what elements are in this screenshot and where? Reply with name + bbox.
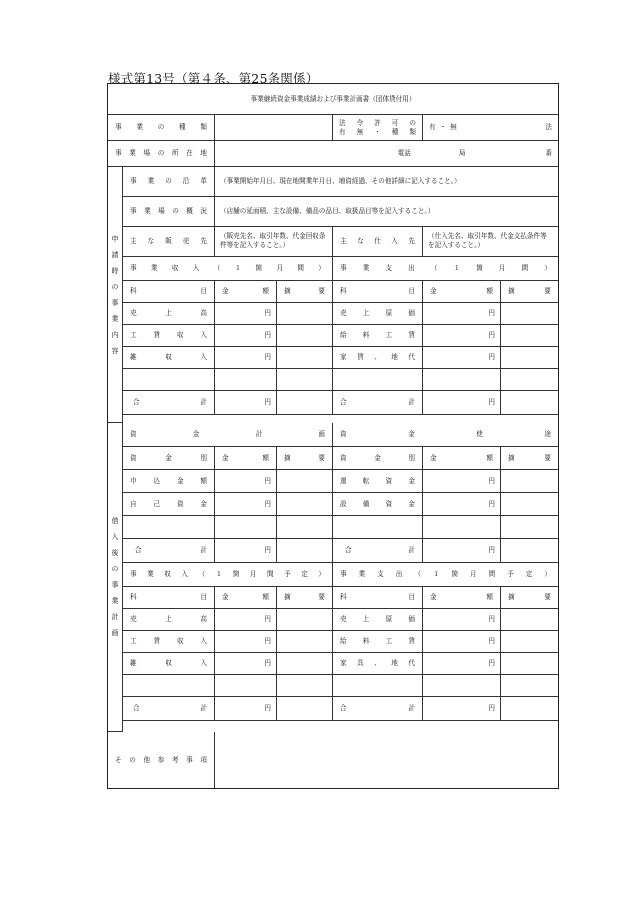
current-expense-note[interactable] xyxy=(501,325,558,347)
fund-total[interactable]: 円 xyxy=(215,539,277,563)
current-income-note[interactable] xyxy=(277,369,333,391)
planned-expense-item-header: 科 目 xyxy=(333,587,423,609)
permit-label-line1: 法 令 許 可 の xyxy=(339,118,416,127)
current-income-amount[interactable]: 円 xyxy=(215,325,277,347)
business-plan-form xyxy=(107,83,559,789)
current-expense-note-header: 摘 要 xyxy=(501,281,558,303)
current-expense-item: 給 料 工 賃 xyxy=(333,325,423,347)
planned-income-item-header: 科 目 xyxy=(123,587,215,609)
current-income-amount[interactable]: 円 xyxy=(215,303,277,325)
planned-income-total-label: 合 計 xyxy=(123,697,215,721)
fund-item: 自 己 資 金 xyxy=(123,493,215,516)
planned-income-amount[interactable]: 円 xyxy=(215,653,277,675)
planned-income-total[interactable]: 円 xyxy=(215,697,277,721)
planned-income-item: 売 上 高 xyxy=(123,609,215,631)
fund-use-title: 資 金 使 途 xyxy=(333,423,558,447)
use-note-header: 摘 要 xyxy=(501,447,558,470)
planned-income-note[interactable] xyxy=(277,609,333,631)
current-expense-item-header: 科 目 xyxy=(333,281,423,303)
section1-label: 申 請 時 の 事 業 内 容 xyxy=(108,167,123,423)
law-suffix: 法 xyxy=(545,123,552,132)
fund-item-blank[interactable] xyxy=(123,516,215,539)
use-note[interactable] xyxy=(501,470,558,493)
current-income-amount-header: 金 額 xyxy=(215,281,277,303)
fund-plan-title: 資 金 計 画 xyxy=(123,423,333,447)
planned-expense-total[interactable]: 円 xyxy=(423,697,501,721)
current-expense-note[interactable] xyxy=(501,347,558,369)
history-label: 事 業 の 沿 革 xyxy=(123,167,215,197)
use-amount-header: 金 額 xyxy=(423,447,501,470)
current-expense-item: 売 上 原 価 xyxy=(333,303,423,325)
permit-label-line2: 有 無 ・ 種 類 xyxy=(339,127,416,136)
planned-income-note[interactable] xyxy=(277,631,333,653)
fund-note-header: 摘 要 xyxy=(277,447,333,470)
fund-note[interactable] xyxy=(277,470,333,493)
planned-expense-item: 家 具 、 地 代 xyxy=(333,653,423,675)
fund-amount[interactable]: 円 xyxy=(215,493,277,516)
planned-expense-note[interactable] xyxy=(501,653,558,675)
business-type-label: 事 業 の 種 類 xyxy=(108,115,215,141)
planned-income-total-note[interactable] xyxy=(277,697,333,721)
use-by-header: 資 金 別 xyxy=(333,447,423,470)
planned-expense-total-note[interactable] xyxy=(501,697,558,721)
use-item: 設 備 資 金 xyxy=(333,493,423,516)
planned-expense-note[interactable] xyxy=(501,609,558,631)
current-income-note[interactable] xyxy=(277,325,333,347)
planned-expense-item-blank[interactable] xyxy=(333,675,423,697)
planned-expense-amount[interactable]: 円 xyxy=(423,609,501,631)
planned-income-item-blank[interactable] xyxy=(123,675,215,697)
planned-income-amount[interactable] xyxy=(215,675,277,697)
form-number-header: 様式第13号（第４条、第25条関係） xyxy=(108,71,319,86)
current-expense-amount[interactable] xyxy=(423,369,501,391)
planned-expense-amount[interactable] xyxy=(423,675,501,697)
planned-income-amount-header: 金 額 xyxy=(215,587,277,609)
use-total-label: 合 計 xyxy=(333,539,423,563)
fund-amount[interactable]: 円 xyxy=(215,470,277,493)
current-expense-amount[interactable]: 円 xyxy=(423,347,501,369)
planned-income-item: 工 賃 収 入 xyxy=(123,631,215,653)
permit-label xyxy=(333,115,423,141)
current-income-note[interactable] xyxy=(277,303,333,325)
planned-expense-title: 事 業 支 出 （ １ 箇 月 間 予 定 ） xyxy=(333,563,558,587)
fund-item: 申 込 金 額 xyxy=(123,470,215,493)
current-expense-title: 事 業 支 出 （ １ 箇 月 間 ） xyxy=(333,257,558,281)
planned-expense-total-label: 合 計 xyxy=(333,697,423,721)
use-amount[interactable]: 円 xyxy=(423,493,501,516)
business-type-field[interactable] xyxy=(215,115,333,141)
fund-amount[interactable] xyxy=(215,516,277,539)
overview-field[interactable]: （店舗の延面積、主な設備、備品の品目、取扱品目等を記入すること。） xyxy=(215,197,558,227)
current-expense-total[interactable]: 円 xyxy=(423,391,501,415)
fund-by-header: 資 金 別 xyxy=(123,447,215,470)
planned-income-amount[interactable]: 円 xyxy=(215,631,277,653)
fund-total-label: 合 計 xyxy=(123,539,215,563)
planned-expense-amount[interactable]: 円 xyxy=(423,653,501,675)
other-reference-field[interactable] xyxy=(215,732,558,788)
current-expense-item: 家 賃 、 地 代 xyxy=(333,347,423,369)
current-income-total[interactable]: 円 xyxy=(215,391,277,415)
current-expense-amount[interactable]: 円 xyxy=(423,303,501,325)
planned-income-note-header: 摘 要 xyxy=(277,587,333,609)
bureau-label: 局 xyxy=(458,149,466,158)
customers-label: 主 な 販 売 先 xyxy=(123,227,215,257)
fund-note[interactable] xyxy=(277,493,333,516)
planned-expense-amount[interactable]: 円 xyxy=(423,631,501,653)
current-income-item: 工 賃 収 入 xyxy=(123,325,215,347)
current-expense-amount[interactable]: 円 xyxy=(423,325,501,347)
location-field[interactable] xyxy=(215,141,558,167)
other-reference-label: そ の 他 参 考 事 項 xyxy=(108,732,215,788)
fund-note[interactable] xyxy=(277,516,333,539)
use-note[interactable] xyxy=(501,493,558,516)
planned-income-note[interactable] xyxy=(277,675,333,697)
suppliers-field[interactable]: （仕入先名、取引年数、代金支払条件等を記入すること。） xyxy=(423,227,558,257)
use-total[interactable]: 円 xyxy=(423,539,501,563)
planned-income-amount[interactable]: 円 xyxy=(215,609,277,631)
current-expense-total-label: 合 計 xyxy=(333,391,423,415)
planned-expense-item: 売 上 原 価 xyxy=(333,609,423,631)
phone-label: 電話 xyxy=(397,149,411,158)
current-income-total-label: 合 計 xyxy=(123,391,215,415)
use-item-blank[interactable] xyxy=(333,516,423,539)
section2-label: 借 入 後 の 事 業 計 画 xyxy=(108,423,123,732)
fund-total-note[interactable] xyxy=(277,539,333,563)
planned-income-item: 雑 収 入 xyxy=(123,653,215,675)
current-income-item: 売 上 高 xyxy=(123,303,215,325)
planned-expense-item: 給 料 工 賃 xyxy=(333,631,423,653)
current-income-note[interactable] xyxy=(277,347,333,369)
number-label: 番 xyxy=(545,149,552,158)
current-income-item-blank[interactable] xyxy=(123,369,215,391)
planned-expense-amount-header: 金 額 xyxy=(423,587,501,609)
permit-field[interactable] xyxy=(423,115,558,141)
current-income-total-note[interactable] xyxy=(277,391,333,415)
yes-no-choice[interactable]: 有・無 xyxy=(429,123,461,132)
current-income-item: 雑 収 入 xyxy=(123,347,215,369)
current-income-title: 事 業 収 入 （ １ 箇 月 間 ） xyxy=(123,257,333,281)
customers-field[interactable]: （販売先名、取引年数、代金回収条件等を記入すること。） xyxy=(215,227,333,257)
planned-expense-note[interactable] xyxy=(501,631,558,653)
planned-income-note[interactable] xyxy=(277,653,333,675)
current-income-item-header: 科 目 xyxy=(123,281,215,303)
location-label: 事 業 場 の 所 在 地 xyxy=(108,141,215,167)
current-income-note-header: 摘 要 xyxy=(277,281,333,303)
current-income-amount[interactable]: 円 xyxy=(215,347,277,369)
current-expense-note[interactable] xyxy=(501,303,558,325)
use-amount[interactable]: 円 xyxy=(423,470,501,493)
form-title: 事業継続資金事業成績および事業計画書（団体貸付用） xyxy=(108,84,558,115)
planned-expense-note-header: 摘 要 xyxy=(501,587,558,609)
current-expense-item-blank[interactable] xyxy=(333,369,423,391)
use-note[interactable] xyxy=(501,516,558,539)
planned-income-title: 事 業 収 入 （ １ 箇 月 間 予 定 ） xyxy=(123,563,333,587)
use-total-note[interactable] xyxy=(501,539,558,563)
use-amount[interactable] xyxy=(423,516,501,539)
history-field[interactable]: （事業開始年月日、現在地開業年月日、増資経過、その他詳細に記入すること。） xyxy=(215,167,558,197)
planned-expense-note[interactable] xyxy=(501,675,558,697)
current-income-amount[interactable] xyxy=(215,369,277,391)
current-expense-total-note[interactable] xyxy=(501,391,558,415)
fund-amount-header: 金 額 xyxy=(215,447,277,470)
suppliers-label: 主 な 仕 入 先 xyxy=(333,227,423,257)
current-expense-amount-header: 金 額 xyxy=(423,281,501,303)
current-expense-note[interactable] xyxy=(501,369,558,391)
use-item: 運 転 資 金 xyxy=(333,470,423,493)
overview-label: 事 業 場 の 概 況 xyxy=(123,197,215,227)
